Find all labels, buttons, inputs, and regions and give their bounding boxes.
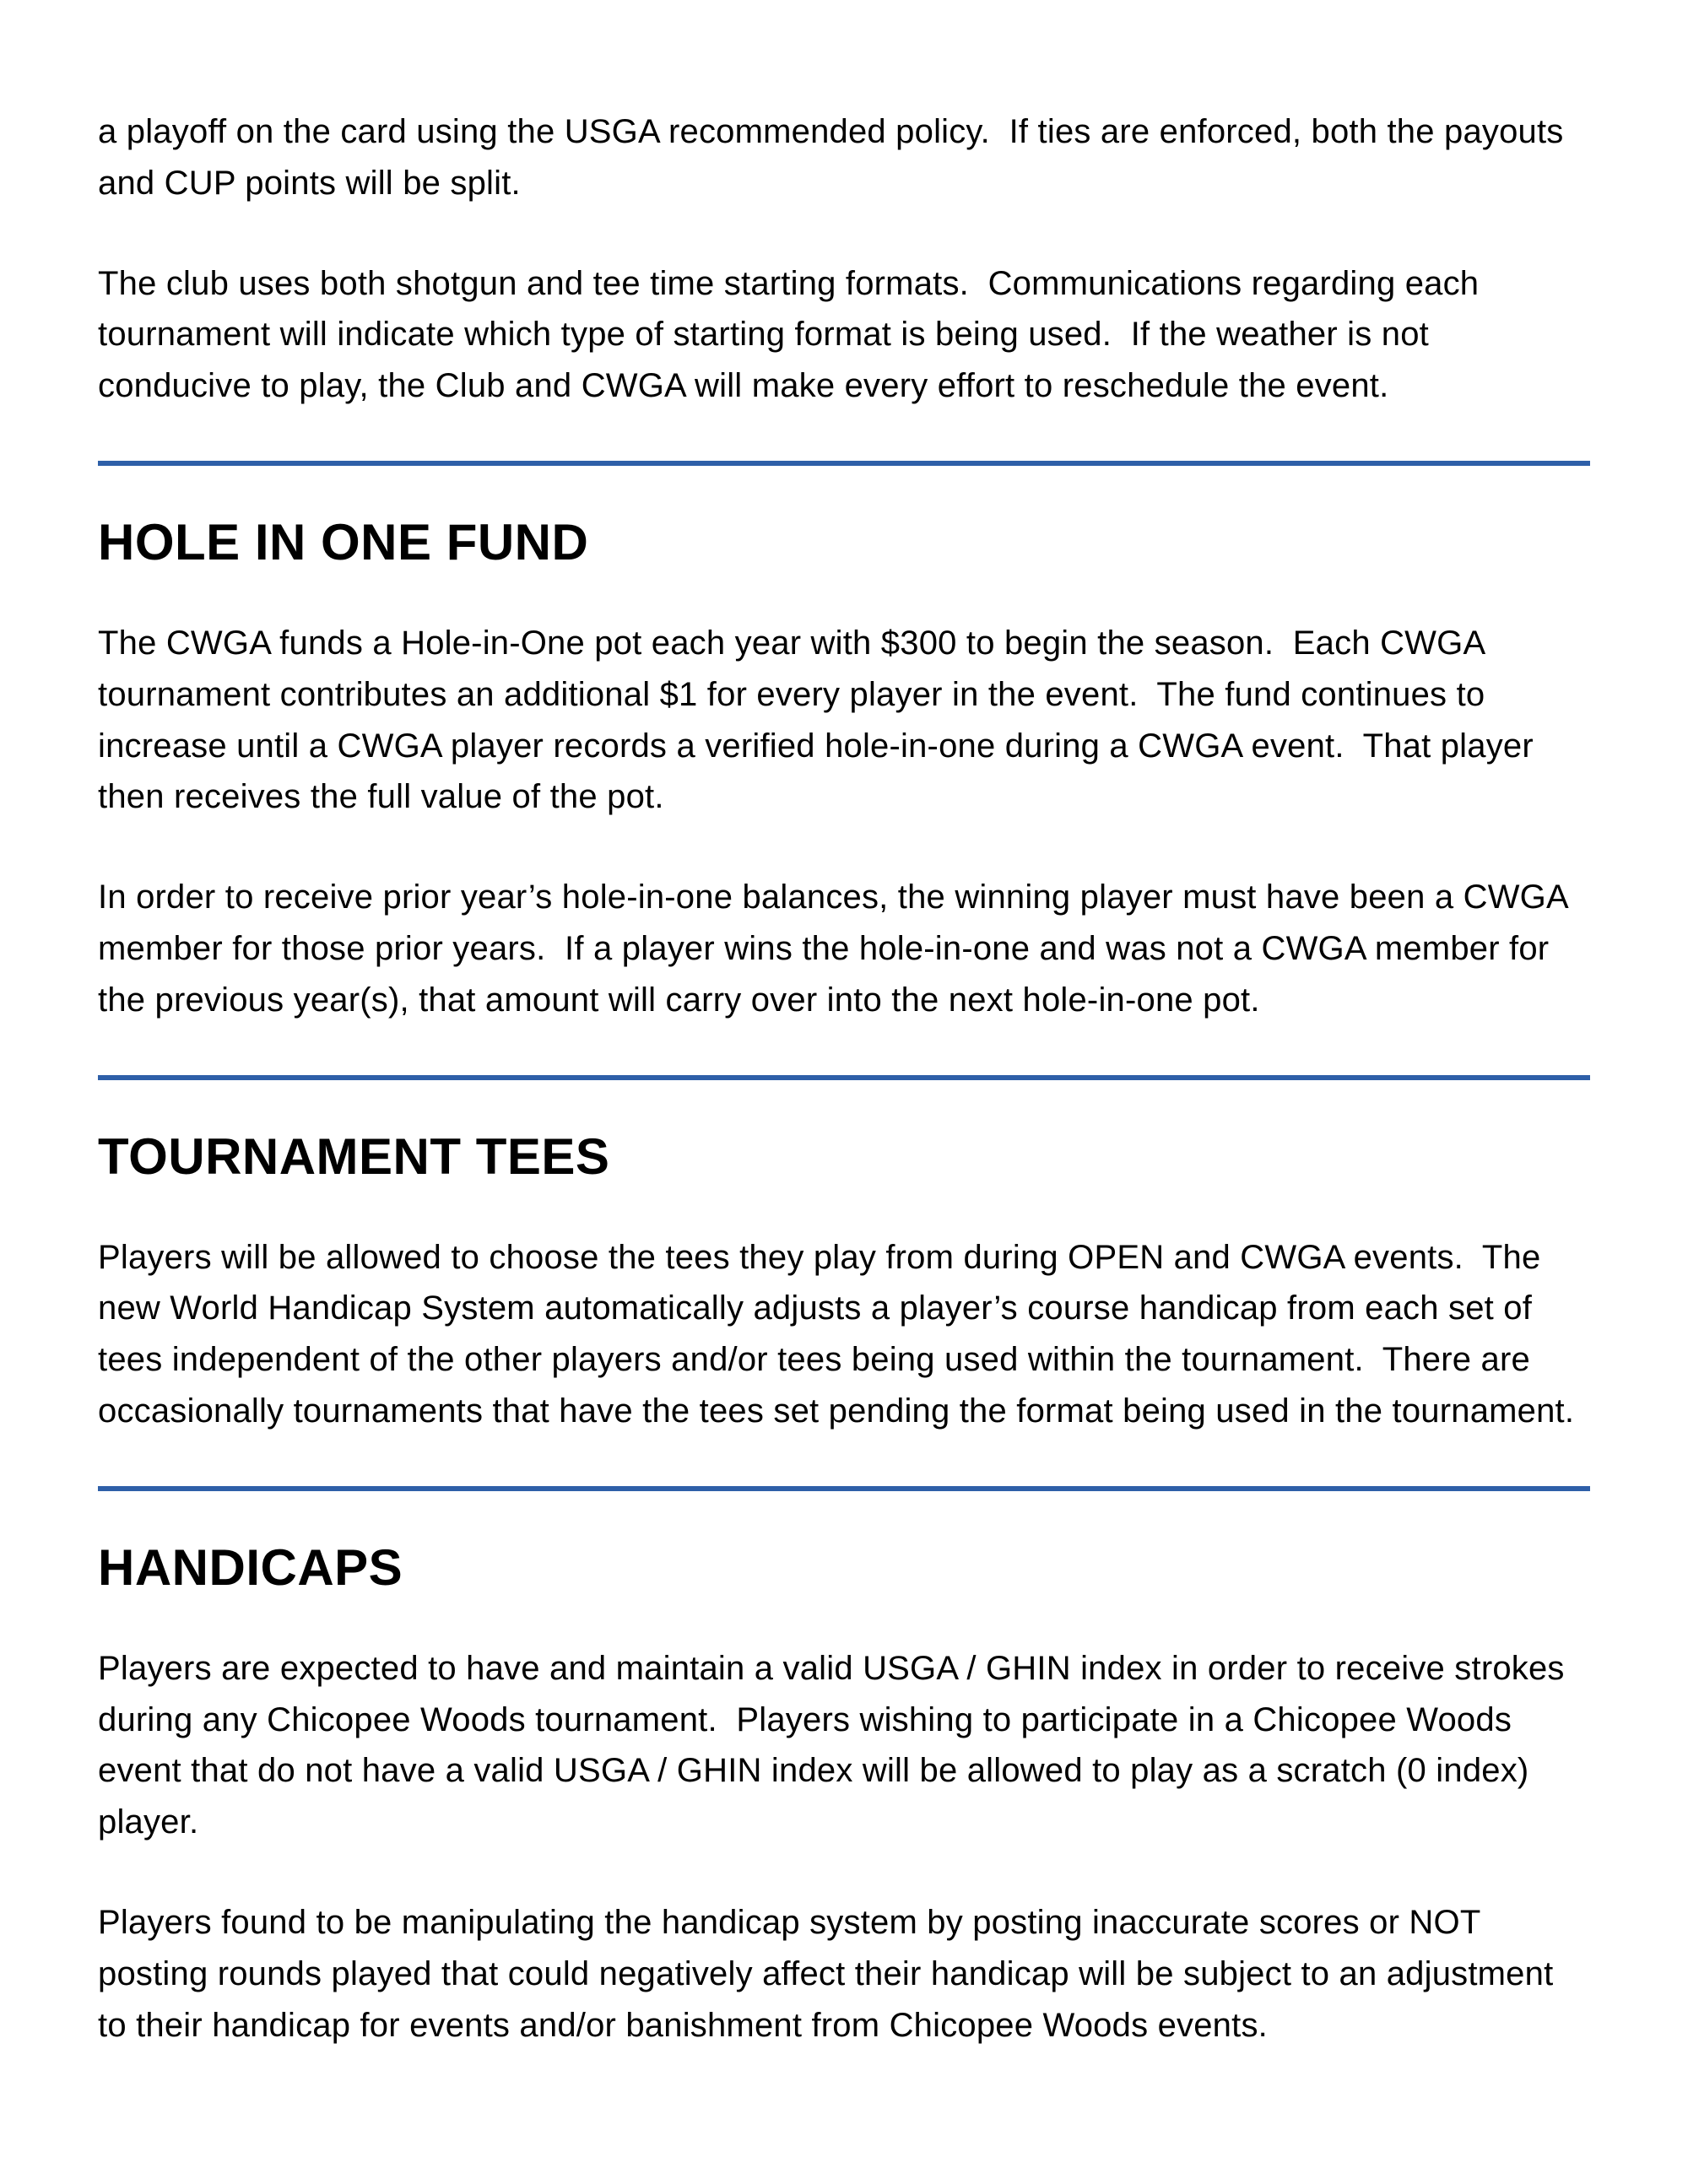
section-handicaps: [98, 1486, 1590, 2052]
paragraph-prior-year-balances: In order to receive prior year’s hole-in-one balances, the winning player must have been a CWGA member for those prior years. If a player wins the hole-in-one and was not a CWGA member for the previous year(s), that amount will carry over into the next hole-in-one pot.: [98, 878, 1577, 1019]
intro-paragraph-playoff-ties: a playoff on the card using the USGA recommended policy. If ties are enforced, both the payouts and CUP points will be split.: [98, 113, 1573, 202]
section-hole-in-one-fund: [98, 461, 1590, 1026]
section-divider: [98, 1486, 1590, 1491]
section-divider: [98, 461, 1590, 466]
section-tournament-tees: [98, 1075, 1590, 1437]
paragraph-ghin-index: Players are expected to have and maintain a valid USGA / GHIN index in order to receive strokes during any Chicopee Woods tournament. Players wishing to participate in a Chicopee Woods event that do not have a valid USGA / GHIN index will be allowed to play as a scratch (0 index) player.: [98, 1649, 1574, 1841]
intro-paragraph-starting-formats: The club uses both shotgun and tee time starting formats. Communications regarding each tournament will indicate which type of starting format is being used. If the weather is not conducive to play, the Club and CWGA will make every effort to reschedule the event.: [98, 264, 1489, 405]
paragraph-handicap-manipulation: Players found to be manipulating the handicap system by posting inaccurate scores or NOT posting rounds played that could negatively affect their handicap will be subject to an adjustment to their handicap for events and/or banishment from Chicopee Woods events.: [98, 1903, 1563, 2044]
section-heading-handicaps: HANDICAPS: [98, 1538, 403, 1596]
section-heading-hole-in-one-fund: HOLE IN ONE FUND: [98, 513, 589, 570]
paragraph-hole-in-one-pot: The CWGA funds a Hole-in-One pot each year with $300 to begin the season. Each CWGA tournament contributes an additional $1 for every player in the event. The fund continues to increase until a CWGA player records a verified hole-in-one during a CWGA event. That player then receives the full value of the pot.: [98, 624, 1544, 816]
section-divider: [98, 1075, 1590, 1080]
paragraph-tee-choice: Players will be allowed to choose the tees they play from during OPEN and CWGA events. The new World Handicap System automatically adjusts a player’s course handicap from each set of tees independent of the other players and/or tees being used within the tournament. There are occasionally tournaments that have the tees set pending the format being used in the tournament.: [98, 1238, 1575, 1430]
section-heading-tournament-tees: TOURNAMENT TEES: [98, 1127, 610, 1185]
